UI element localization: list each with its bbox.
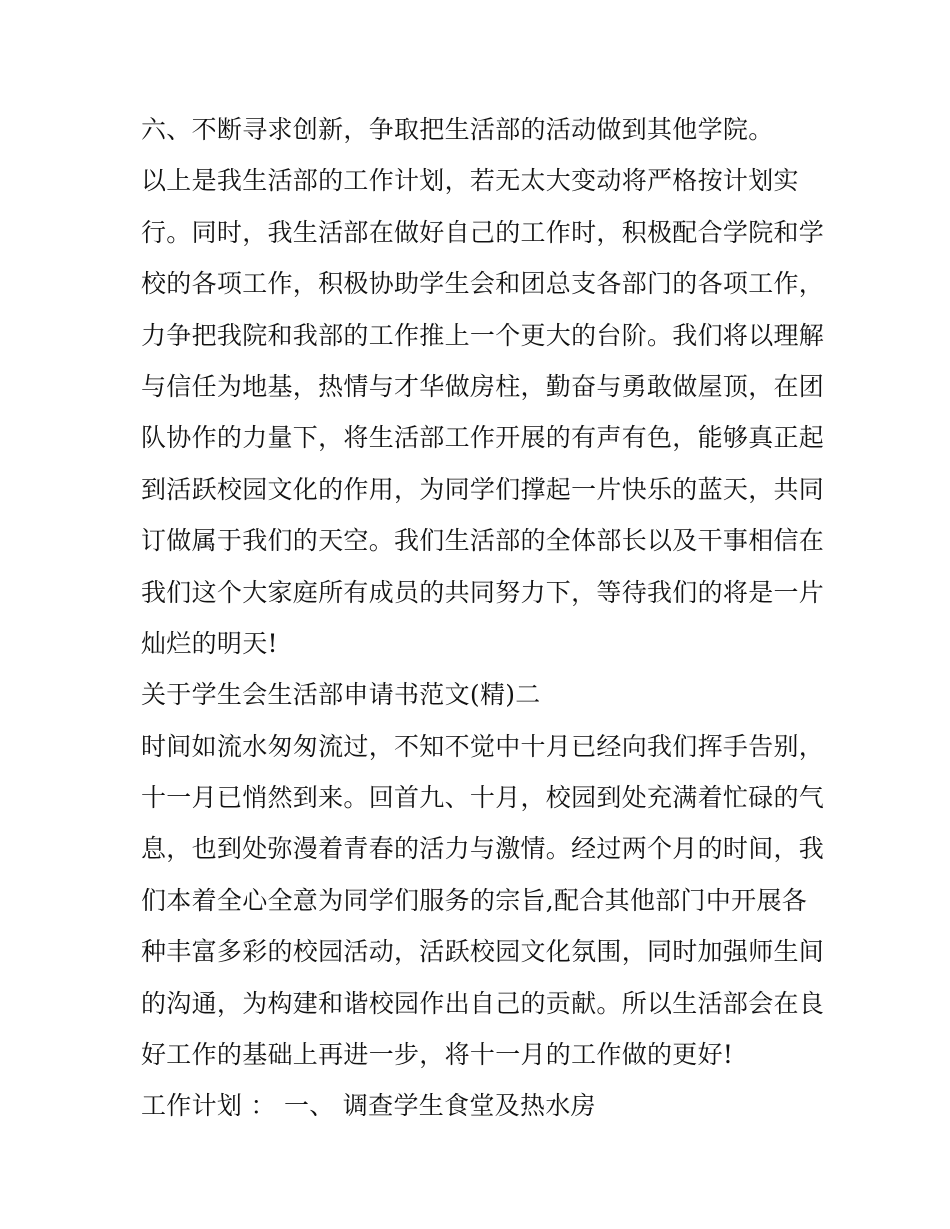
text-line: 力争把我院和我部的工作推上一个更大的台阶。我们将以理解 [141, 320, 825, 350]
text-line: 六、不断寻求创新，争取把生活部的活动做到其他学院。 [141, 115, 774, 144]
text-line: 们本着全心全意为同学们服务的宗旨,配合其他部门中开展各 [141, 885, 808, 915]
work-plan-line: 工作计划 ： 一、 调查学生食堂及热水房 [141, 1091, 596, 1121]
text-line: 时间如流水匆匆流过，不知不觉中十月已经向我们挥手告别， [141, 731, 825, 761]
text-line: 种丰富多彩的校园活动，活跃校园文化氛围，同时加强师生间 [141, 937, 825, 967]
text-line: 灿烂的明天! [141, 628, 278, 658]
text-line: 的沟通，为构建和谐校园作出自己的贡献。所以生活部会在良 [141, 988, 825, 1018]
text-line: 队协作的力量下，将生活部工作开展的有声有色，能够真正起 [141, 423, 825, 453]
text-line: 与信任为地基，热情与才华做房柱，勤奋与勇敢做屋顶，在团 [141, 371, 825, 401]
text-line: 息，也到处弥漫着青春的活力与激情。经过两个月的时间，我 [141, 834, 825, 864]
section-heading: 关于学生会生活部申请书范文(精)二 [141, 680, 541, 710]
text-line: 行。同时，我生活部在做好自己的工作时，积极配合学院和学 [141, 217, 825, 247]
text-line: 到活跃校园文化的作用，为同学们撑起一片快乐的蓝天，共同 [141, 474, 825, 504]
text-line: 校的各项工作，积极协助学生会和团总支各部门的各项工作， [141, 269, 825, 299]
text-line: 好工作的基础上再进一步，将十一月的工作做的更好! [141, 1040, 734, 1070]
document-body [141, 110, 825, 1138]
text-line: 订做属于我们的天空。我们生活部的全体部长以及干事相信在 [141, 526, 825, 556]
text-line: 以上是我生活部的工作计划，若无太大变动将严格按计划实 [141, 166, 799, 196]
text-line: 我们这个大家庭所有成员的共同努力下，等待我们的将是一片 [141, 577, 825, 607]
text-line: 十一月已悄然到来。回首九、十月，校园到处充满着忙碌的气 [141, 783, 825, 813]
